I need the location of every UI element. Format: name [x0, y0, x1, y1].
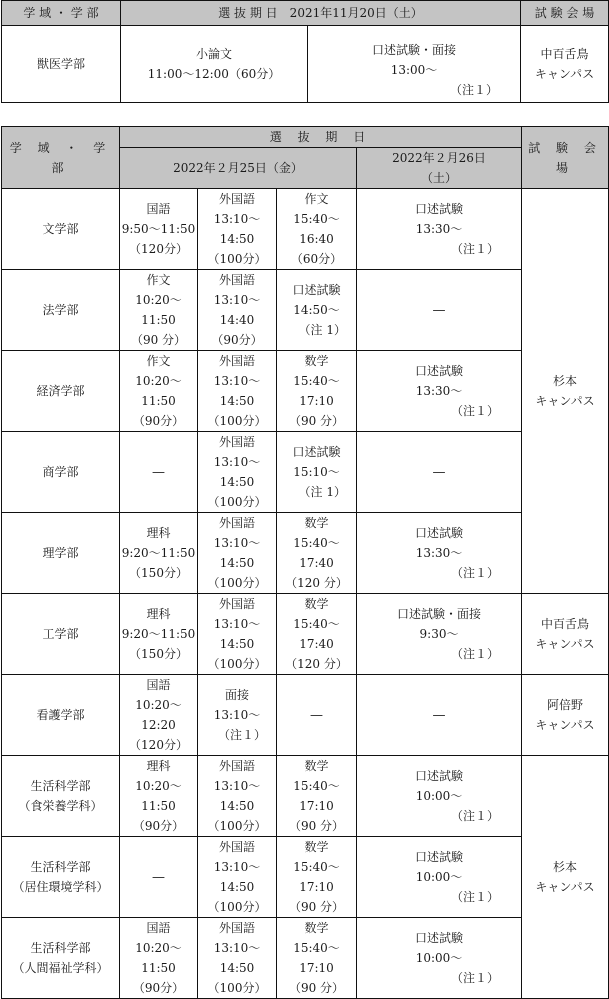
faculty-name [2, 756, 120, 837]
venue-name: 杉本 [553, 860, 578, 874]
no-exam-dash: — [152, 869, 165, 885]
exam-duration: （120分） [129, 242, 188, 256]
faculty-line: 工学部 [42, 627, 79, 641]
exam-cell [357, 432, 522, 513]
exam-time: 10:20〜11:50 [135, 374, 182, 408]
exam-cell [120, 756, 198, 837]
exam-time: 15:40〜17:40 [293, 617, 340, 651]
header-selection-date: 選 抜 期 日 2021年11月20日（土） [121, 1, 521, 26]
exam-duration: （120分） [129, 738, 188, 752]
exam-subject: 口述試験 [415, 850, 464, 864]
no-exam-dash: — [432, 464, 446, 480]
header-day2-weekday: （土） [421, 171, 458, 185]
exam-cell [198, 918, 277, 999]
exam-cell [121, 26, 308, 103]
no-exam-dash: — [432, 707, 446, 723]
exam-subject: 口述試験 [292, 283, 341, 297]
venue-name: 中百舌鳥 [541, 617, 590, 631]
exam-time: 15:10〜 [293, 465, 340, 479]
faculty-name [2, 189, 120, 270]
exam-cell [277, 351, 357, 432]
exam-time: 13:10〜14:50 [213, 860, 261, 894]
exam-time: 9:20〜11:50 [121, 546, 196, 560]
exam-cell [120, 594, 198, 675]
exam-duration: （120 分） [285, 657, 348, 671]
exam-subject: 数学 [304, 597, 329, 611]
exam-duration: （90 分） [288, 819, 345, 833]
exam-subject: 外国語 [218, 273, 255, 287]
exam-time: 10:00〜 [415, 951, 463, 965]
exam-time: 13:10〜14:40 [213, 293, 261, 327]
exam-cell [357, 351, 522, 432]
exam-duration: （100分） [207, 981, 267, 995]
exam-cell [277, 918, 357, 999]
exam-schedule-table-veterinary [1, 0, 609, 103]
faculty-line: （居住環境学科） [12, 880, 109, 894]
faculty-line: 商学部 [42, 465, 79, 479]
exam-note: （注 1） [298, 323, 346, 337]
exam-subject: 外国語 [218, 921, 255, 935]
exam-note: （注 1） [298, 485, 346, 499]
exam-duration: （90 分） [288, 900, 345, 914]
exam-cell [120, 675, 198, 756]
exam-cell [120, 837, 198, 918]
exam-duration: （90分） [132, 981, 185, 995]
exam-cell [198, 756, 277, 837]
exam-subject: 面接 [224, 688, 249, 702]
faculty-line: （食栄養学科） [18, 799, 103, 813]
exam-duration: （100分） [207, 414, 267, 428]
exam-time: 10:20〜11:50 [135, 779, 182, 813]
exam-cell [120, 351, 198, 432]
faculty-name [2, 270, 120, 351]
exam-time: 10:20〜11:50 [135, 293, 182, 327]
table2-body [2, 189, 609, 999]
faculty-line: 経済学部 [36, 384, 85, 398]
exam-time: 9:20〜11:50 [121, 627, 196, 641]
exam-subject: 数学 [304, 921, 329, 935]
exam-cell [120, 189, 198, 270]
header-venue: 試 験 会 場 [521, 1, 609, 26]
venue-suffix: キャンパス [535, 880, 595, 894]
faculty-line: 文学部 [42, 222, 79, 236]
exam-time: 13:10〜14:50 [213, 374, 261, 408]
table-row [2, 918, 609, 999]
venue-cell [522, 189, 609, 594]
table-row [2, 837, 609, 918]
exam-note: （注１） [451, 809, 500, 823]
faculty-line: 生活科学部 [30, 860, 91, 874]
exam-time: 13:30〜 [415, 222, 463, 236]
table-row [2, 189, 609, 270]
exam-subject: 数学 [304, 516, 329, 530]
exam-subject: 外国語 [218, 840, 255, 854]
exam-cell [198, 513, 277, 594]
header-faculty: 学 域 ・ 学 部 [2, 1, 121, 26]
exam-subject: 作文 [146, 273, 171, 287]
exam-cell [277, 756, 357, 837]
exam-time: 13:10〜14:50 [213, 536, 261, 570]
exam-cell [357, 837, 522, 918]
faculty-name [2, 351, 120, 432]
table-row [2, 270, 609, 351]
header-faculty: 学 域 ・ 学 部 [2, 127, 120, 189]
exam-time: 15:40〜17:10 [293, 860, 340, 894]
exam-cell [198, 594, 277, 675]
exam-time: 13:10〜14:50 [213, 941, 261, 975]
exam-cell [277, 270, 357, 351]
faculty-line: 理学部 [42, 546, 79, 560]
exam-subject: 外国語 [218, 435, 255, 449]
exam-subject: 外国語 [218, 516, 255, 530]
no-exam-dash: — [310, 707, 323, 723]
exam-duration: （90分） [211, 333, 263, 347]
exam-cell [277, 432, 357, 513]
faculty-line: 生活科学部 [30, 779, 91, 793]
table1-header-row [2, 1, 609, 26]
exam-time: 10:20〜11:50 [135, 941, 182, 975]
exam-subject: 外国語 [218, 597, 255, 611]
exam-duration: （90 分） [130, 333, 187, 347]
venue-cell [522, 675, 609, 756]
faculty-line: 看護学部 [36, 708, 85, 722]
exam-note: （注１） [451, 566, 500, 580]
faculty-name [2, 513, 120, 594]
exam-time: 15:40〜16:40 [293, 212, 340, 246]
exam-subject: 口述試験・面接 [371, 43, 456, 57]
faculty-name [2, 675, 120, 756]
exam-time: 13:10〜14:50 [213, 455, 261, 489]
exam-subject: 理科 [146, 759, 171, 773]
exam-duration: （100分） [207, 495, 267, 509]
exam-time: 13:10〜 [213, 708, 261, 722]
exam-time: 9:30〜 [419, 627, 459, 641]
faculty-name [2, 837, 120, 918]
exam-duration: （120 分） [285, 576, 348, 590]
exam-time: 13:10〜14:50 [213, 779, 261, 813]
exam-cell [357, 513, 522, 594]
table-row [2, 351, 609, 432]
table-row [2, 26, 609, 103]
exam-time: 15:40〜17:10 [293, 374, 340, 408]
exam-subject: 国語 [146, 202, 171, 216]
exam-time: 13:30〜 [415, 384, 463, 398]
no-exam-dash: — [432, 302, 446, 318]
exam-time: 10:20〜12:20 [135, 698, 182, 732]
exam-duration: （90 分） [288, 414, 345, 428]
exam-time: 15:40〜17:40 [293, 536, 340, 570]
exam-time: 9:50〜11:50 [121, 222, 196, 236]
venue-cell [522, 594, 609, 675]
exam-subject: 理科 [146, 526, 171, 540]
exam-cell [120, 432, 198, 513]
exam-duration: （90分） [132, 819, 185, 833]
exam-subject: 口述試験・面接 [397, 607, 482, 621]
exam-cell [277, 189, 357, 270]
header-selection-period: 選 抜 期 日 [120, 127, 522, 148]
venue-suffix: キャンパス [535, 718, 595, 732]
exam-subject: 口述試験 [415, 931, 464, 945]
venue-suffix: キャンパス [535, 394, 595, 408]
exam-note: （注１） [451, 647, 500, 661]
exam-note: （注１） [217, 728, 266, 742]
exam-cell [198, 270, 277, 351]
venue-suffix: キャンパス [535, 637, 595, 651]
exam-subject: 数学 [304, 840, 329, 854]
exam-cell [277, 594, 357, 675]
exam-time: 13:10〜14:50 [213, 212, 261, 246]
faculty-line: 生活科学部 [30, 941, 91, 955]
header-day2 [357, 148, 522, 189]
exam-time: 10:00〜 [415, 789, 463, 803]
table-row [2, 513, 609, 594]
exam-subject: 外国語 [218, 759, 255, 773]
exam-schedule-table-main [1, 126, 609, 999]
exam-cell [120, 513, 198, 594]
exam-duration: （100分） [207, 819, 267, 833]
exam-cell [198, 189, 277, 270]
exam-cell [277, 675, 357, 756]
exam-duration: （100分） [207, 657, 267, 671]
exam-time: 14:50〜 [293, 303, 340, 317]
exam-cell [357, 756, 522, 837]
faculty-name [2, 918, 120, 999]
exam-duration: （100分） [207, 252, 267, 266]
exam-subject: 数学 [304, 354, 329, 368]
exam-note: （注１） [451, 971, 500, 985]
table-row [2, 756, 609, 837]
header-day2-date: 2022年２月26日 [392, 151, 486, 165]
exam-subject: 国語 [146, 678, 171, 692]
exam-note: （注１） [451, 242, 500, 256]
exam-time: 10:00〜 [415, 870, 463, 884]
exam-cell [198, 837, 277, 918]
venue-name: 阿倍野 [547, 698, 584, 712]
venue-suffix: キャンパス [534, 67, 595, 81]
header-day1: 2022年２月25日（金） [120, 148, 357, 189]
exam-subject: 作文 [146, 354, 171, 368]
exam-duration: （150分） [129, 566, 188, 580]
table-row [2, 432, 609, 513]
exam-cell [198, 675, 277, 756]
exam-subject: 口述試験 [415, 364, 464, 378]
exam-subject: 口述試験 [415, 769, 464, 783]
exam-duration: （90分） [132, 414, 185, 428]
faculty-name [2, 594, 120, 675]
exam-subject: 作文 [304, 192, 329, 206]
exam-note: （注１） [451, 890, 500, 904]
exam-time: 13:00〜 [390, 63, 438, 77]
exam-cell [120, 918, 198, 999]
exam-time: 15:40〜17:10 [293, 941, 340, 975]
venue-name: 杉本 [553, 374, 578, 388]
exam-note: （注１） [449, 83, 498, 97]
exam-cell [120, 270, 198, 351]
exam-cell [277, 837, 357, 918]
exam-duration: （90 分） [288, 981, 345, 995]
exam-cell [357, 918, 522, 999]
venue-cell [522, 756, 609, 999]
table-row [2, 594, 609, 675]
exam-duration: （100分） [207, 900, 267, 914]
exam-subject: 国語 [146, 921, 171, 935]
exam-note: （注１） [451, 404, 500, 418]
exam-subject: 口述試験 [415, 526, 464, 540]
exam-cell [357, 270, 522, 351]
exam-subject: 小論文 [195, 47, 232, 61]
exam-time: 13:10〜14:50 [213, 617, 261, 651]
faculty-line: 法学部 [42, 303, 79, 317]
exam-subject: 外国語 [218, 192, 255, 206]
faculty-name: 獣医学部 [2, 26, 121, 103]
exam-cell [198, 351, 277, 432]
exam-cell [357, 189, 522, 270]
faculty-line: （人間福祉学科） [12, 961, 109, 975]
exam-subject: 数学 [304, 759, 329, 773]
exam-cell [198, 432, 277, 513]
exam-subject: 口述試験 [292, 445, 341, 459]
exam-subject: 理科 [146, 607, 171, 621]
header-venue: 試 験 会 場 [522, 127, 609, 189]
exam-duration: （100分） [207, 576, 267, 590]
faculty-name [2, 432, 120, 513]
exam-duration: （150分） [129, 647, 188, 661]
table-row [2, 675, 609, 756]
exam-cell [357, 594, 522, 675]
exam-cell [277, 513, 357, 594]
exam-time: 11:00〜12:00（60分） [147, 67, 281, 81]
exam-cell [308, 26, 521, 103]
exam-time: 13:30〜 [415, 546, 463, 560]
exam-subject: 外国語 [218, 354, 255, 368]
exam-cell [357, 675, 522, 756]
no-exam-dash: — [152, 464, 165, 480]
venue-name: 中百舌鳥 [540, 47, 589, 61]
venue-cell [521, 26, 609, 103]
table2-header-row-1 [2, 127, 609, 148]
exam-subject: 口述試験 [415, 202, 464, 216]
exam-time: 15:40〜17:10 [293, 779, 340, 813]
exam-duration: （60分） [290, 252, 343, 266]
